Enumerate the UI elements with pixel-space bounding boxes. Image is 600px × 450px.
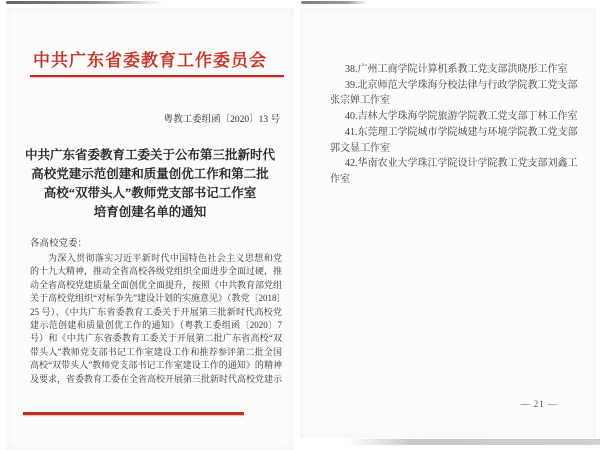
title-line: 高校党建示范创建和质量创优工作和第二批 [31,167,269,181]
document-page-left [6,8,294,450]
body-line: 为深入贯彻落实习近平新时代中国特色社会主义思想和党 [48,253,282,263]
header-divider-line [30,75,284,77]
document-number: 粤教工委组函〔2020〕13 号 [163,115,280,125]
body-line: 25 号）、《中共广东省委教育工委关于开展第三批新时代高校党 [30,306,282,317]
body-line: 的十九大精神，推动全省高校各级党组织全面进步全面过硬，推 [30,266,283,277]
body-line: 带头人”教师党支部书记工作室建设工作和推荐参评第二批全国 [30,346,282,357]
list-item: 42.华南农业大学珠江学院设计学院教工党支部刘鑫工作室 [330,158,578,185]
body-line: 高校“双带头人”教师党支部书记工作室建设工作的通知》的精神 [30,360,282,371]
title-line: 中共广东省委教育工委关于公布第三批新时代 [24,148,275,162]
footer-divider-line [23,412,244,415]
body-text [30,252,286,386]
list-item: 39.北京师范大学珠海分校法律与行政学院教工党支部 [345,79,578,91]
list-item: 38.广州工商学院计算机系教工党支部洪晓彤工作室 [345,64,568,75]
title-line: 培育创建名单的通知 [93,205,207,219]
body-line: 关于高校党组织“对标争先”建设计划的实施意见》（教党〔2018〕 [30,293,286,304]
body-line: 动全省高校党建质量全面创优全面提升，按照《中共教育部党组 [30,279,283,290]
salutation: 各高校党委： [30,239,88,249]
document-page-right [300,8,596,438]
issuing-agency-title: 中共广东省委教育工作委员会 [33,51,267,70]
list-item-continuation: 郭文显工作室 [330,142,390,154]
list-item-continuation: 张宗婵工作室 [330,95,390,107]
body-line: 建示范创建和质量创优工作的通知》（粤教工委组函〔2020〕7 [30,320,282,331]
scan-edge-artifact-right [301,1,367,4]
document-title [6,146,294,222]
scan-shadow-bottom [348,439,600,445]
body-line: 号）和《中共广东省委教育工委关于开展第二批广东省高校“双 [30,333,282,344]
scan-edge-artifact-left [6,1,164,4]
title-line: 高校“双带头人”教师党支部书记工作室 [43,186,257,200]
workroom-list [300,62,596,188]
page-number: — 21 — [520,399,558,409]
list-item: 41.东莞理工学院城市学院城建与环境学院教工党支部 [345,126,578,138]
list-item: 40.吉林大学珠海学院旅游学院教工党支部丁林工作室 [345,111,578,123]
body-line: 及要求，省委教育工委在全省高校开展第三批新时代高校党建示 [30,373,283,384]
